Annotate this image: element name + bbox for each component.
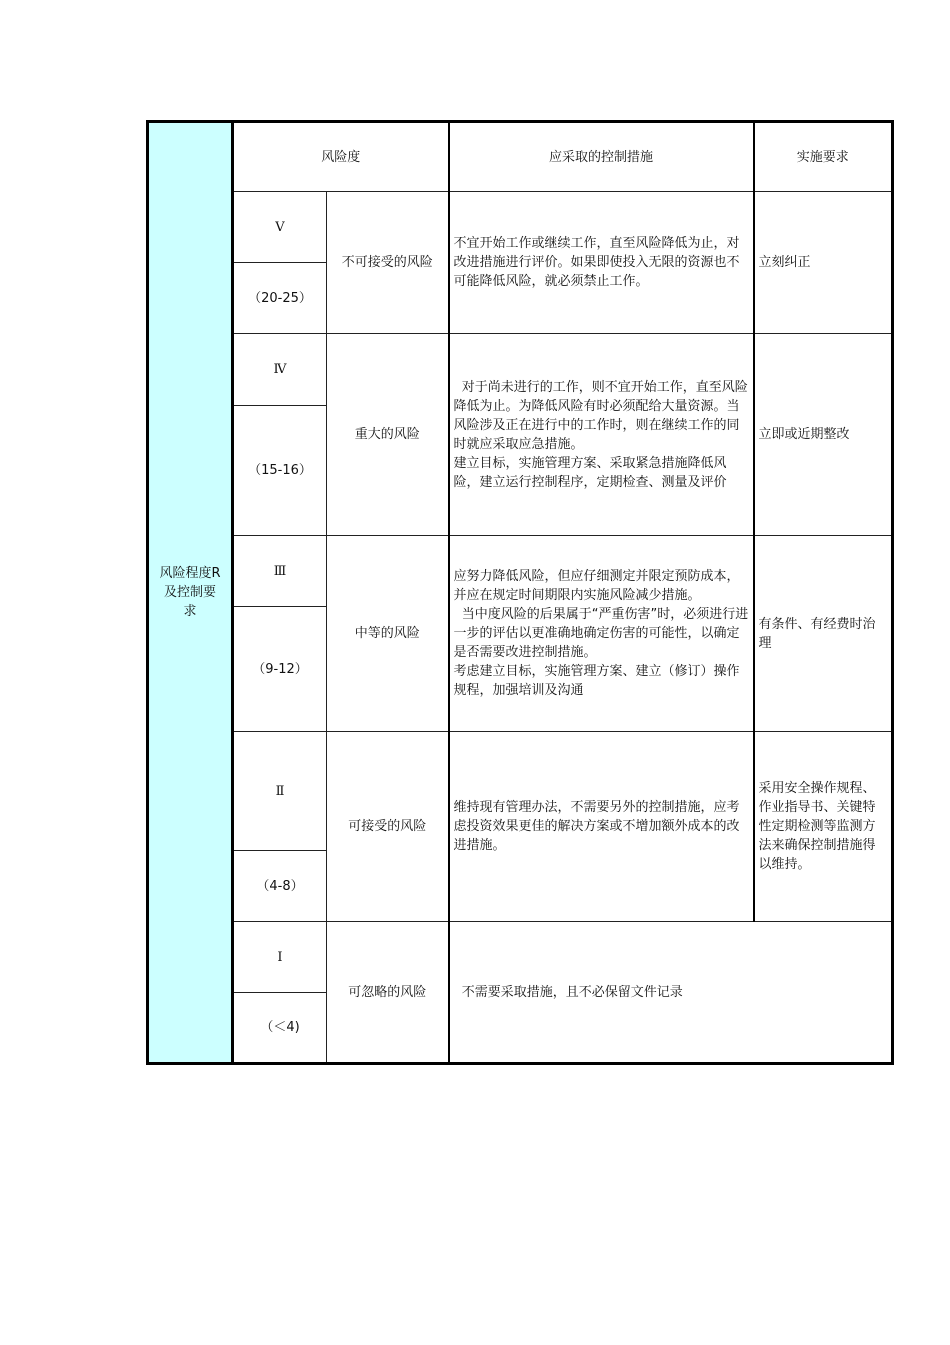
side-label-cell <box>148 122 233 1064</box>
level-class: 不可接受的风险 <box>327 192 449 334</box>
level-measures: 维持现有管理办法，不需要另外的控制措施，应考虑投资效果更佳的解决方案或不增加额外成本的改进措施。 <box>449 732 754 922</box>
level-requirement: 有条件、有经费时治理 <box>754 536 893 732</box>
side-label: 风险程度R及控制要求 <box>159 566 221 619</box>
level-grade: Ⅴ <box>233 192 327 263</box>
level-measures: 不需要采取措施，且不必保留文件记录 <box>449 922 893 1064</box>
level-requirement: 立刻纠正 <box>754 192 893 334</box>
level-range: （9-12） <box>233 607 327 732</box>
level-range: （＜4) <box>233 993 327 1064</box>
header-measures: 应采取的控制措施 <box>449 122 754 192</box>
level-class: 中等的风险 <box>327 536 449 732</box>
level-measures: 应努力降低风险，但应仔细测定并限定预防成本，并应在规定时间期限内实施风险减少措施。 当中度风险的后果属于“严重伤害”时，必须进行进一步的评估以更准确地确定伤害的可能性，以确定是否需要改进控制措施。 考虑建立目标，实施管理方案、建立（修订）操作规程，加强培训及沟通 <box>449 536 754 732</box>
level-requirement: 立即或近期整改 <box>754 334 893 536</box>
level-range: （20-25） <box>233 263 327 334</box>
level-grade: Ⅳ <box>233 334 327 406</box>
level-class: 重大的风险 <box>327 334 449 536</box>
level-grade: Ⅰ <box>233 922 327 993</box>
level-grade: Ⅱ <box>233 732 327 851</box>
level-class: 可接受的风险 <box>327 732 449 922</box>
risk-control-table <box>146 120 894 1065</box>
level-range: （4-8） <box>233 851 327 922</box>
header-requirement: 实施要求 <box>754 122 893 192</box>
level-class: 可忽略的风险 <box>327 922 449 1064</box>
level-measures: 不宜开始工作或继续工作，直至风险降低为止，对改进措施进行评价。如果即使投入无限的资源也不可能降低风险，就必须禁止工作。 <box>449 192 754 334</box>
level-range: （15-16） <box>233 406 327 536</box>
level-grade: Ⅲ <box>233 536 327 607</box>
level-requirement: 采用安全操作规程、作业指导书、关键特性定期检测等监测方法来确保控制措施得以维持。 <box>754 732 893 922</box>
header-risk-degree: 风险度 <box>233 122 449 192</box>
level-measures: 对于尚未进行的工作，则不宜开始工作，直至风险降低为止。为降低风险有时必须配给大量资源。当风险涉及正在进行中的工作时，则在继续工作的同时就应采取应急措施。 建立目标，实施管理方案、采取紧急措施降低风险，建立运行控制程序，定期检查、测量及评价 <box>449 334 754 536</box>
